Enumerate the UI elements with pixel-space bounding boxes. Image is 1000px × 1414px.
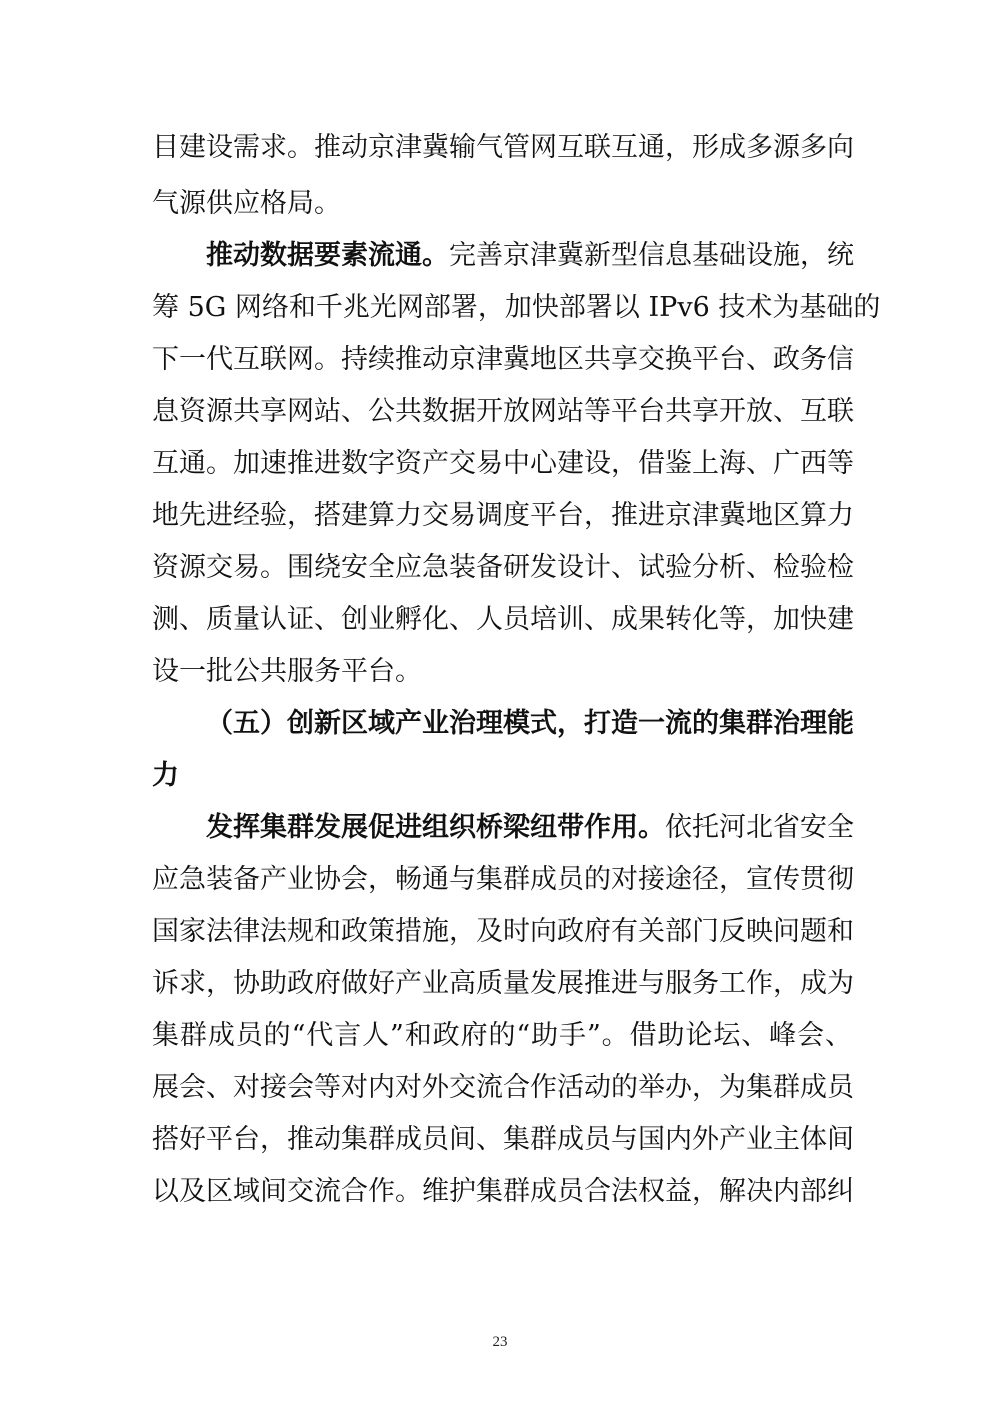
text-line: 诉求，协助政府做好产业高质量发展推进与服务工作，成为 — [152, 968, 854, 999]
section-heading: （五）创新区域产业治理模式，打造一流的集群治理能 — [206, 708, 854, 739]
text-line: 测、质量认证、创业孵化、人员培训、成果转化等，加快建 — [152, 604, 854, 635]
text-line: 资源交易。围绕安全应急装备研发设计、试验分析、检验检 — [152, 552, 854, 583]
paragraph-text: 依托河北省安全 — [665, 812, 854, 843]
text-line: 下一代互联网。持续推动京津冀地区共享交换平台、政务信 — [152, 344, 854, 375]
text-line: 应急装备产业协会，畅通与集群成员的对接途径，宣传贯彻 — [152, 864, 854, 895]
text-line: 息资源共享网站、公共数据开放网站等平台共享开放、互联 — [152, 396, 854, 427]
paragraph-lead-heading: 发挥集群发展促进组织桥梁纽带作用。 — [206, 812, 665, 843]
paragraph-lead-heading: 推动数据要素流通。 — [206, 240, 449, 271]
text-line: 集群成员的“代言人”和政府的“助手”。借助论坛、峰会、 — [152, 1020, 852, 1051]
text-line: 筹 5G 网络和千兆光网部署，加快部署以 IPv6 技术为基础的 — [152, 292, 881, 323]
paragraph-text: 完善京津冀新型信息基础设施，统 — [449, 240, 854, 271]
paragraph-first-line — [206, 806, 852, 850]
text-line: 互通。加速推进数字资产交易中心建设，借鉴上海、广西等 — [152, 448, 854, 479]
text-line: 展会、对接会等对内对外交流合作活动的举办，为集群成员 — [152, 1072, 854, 1103]
text-line: 地先进经验，搭建算力交易调度平台，推进京津冀地区算力 — [152, 500, 854, 531]
text-line: 以及区域间交流合作。维护集群成员合法权益，解决内部纠 — [152, 1176, 854, 1207]
text-line: 国家法律法规和政策措施，及时向政府有关部门反映问题和 — [152, 916, 854, 947]
section-heading-continuation: 力 — [152, 760, 179, 791]
text-line: 气源供应格局。 — [152, 188, 341, 219]
text-line: 搭好平台，推动集群成员间、集群成员与国内外产业主体间 — [152, 1124, 854, 1155]
page-number: 23 — [492, 1334, 508, 1350]
paragraph-first-line — [206, 234, 852, 278]
text-line: 目建设需求。推动京津冀输气管网互联互通，形成多源多向 — [152, 132, 854, 163]
text-line: 设一批公共服务平台。 — [152, 656, 422, 687]
